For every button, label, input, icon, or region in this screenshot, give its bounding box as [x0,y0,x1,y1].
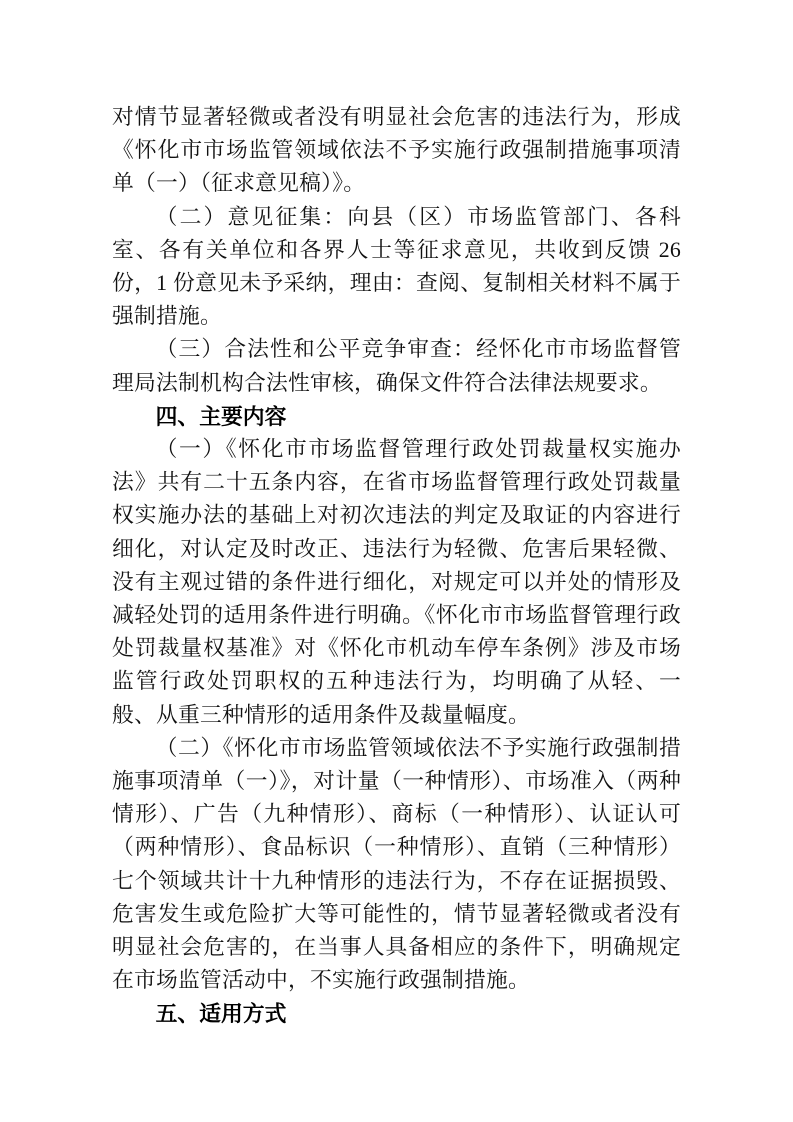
paragraph-continuation: 对情节显著轻微或者没有明显社会危害的违法行为，形成《怀化市市场监管领域依法不予实施行政强制措施事项清单（一）（征求意见稿）》。 [112,105,681,196]
section-heading-application-method: 五、适用方式 [155,1001,287,1027]
paragraph-legality-review: （三）合法性和公平竞争审查：经怀化市市场监督管理局法制机构合法性审核，确保文件符合法律法规要求。 [112,337,681,395]
paragraph-main-content-item-1: （一）《怀化市市场监督管理行政处罚裁量权实施办法》共有二十五条内容，在省市场监督管理行政处罚裁量权实施办法的基础上对初次违法的判定及取证的内容进行细化，对认定及时改正、违法行为轻微、危害后果轻微、没有主观过错的条件进行细化，对规定可以并处的情形及减轻处罚的适用条件进行明确。《怀化市市场监督管理行政处罚裁量权基准》对《怀化市机动车停车条例》涉及市场监管行政处罚职权的五种违法行为，均明确了从轻、一般、从重三种情形的适用条件及裁量幅度。 [112,437,681,727]
section-heading-main-content: 四、主要内容 [155,403,287,429]
paragraph-opinion-collection: （二）意见征集：向县（区）市场监管部门、各科室、各有关单位和各界人士等征求意见，共收到反馈 26 份，1 份意见未予采纳，理由：查阅、复制相关材料不属于强制措施。 [112,204,681,329]
paragraph-main-content-item-2: （二）《怀化市市场监管领域依法不予实施行政强制措施事项清单（一）》，对计量（一种情形）、市场准入（两种情形）、广告（九种情形）、商标（一种情形）、认证认可（两种情形）、食品标识（一种情形）、直销（三种情形）七个领域共计十九种情形的违法行为，不存在证据损毁、危害发生或危险扩大等可能性的，情节显著轻微或者没有明显社会危害的，在当事人具备相应的条件下，明确规定在市场监管活动中，不实施行政强制措施。 [112,735,681,993]
